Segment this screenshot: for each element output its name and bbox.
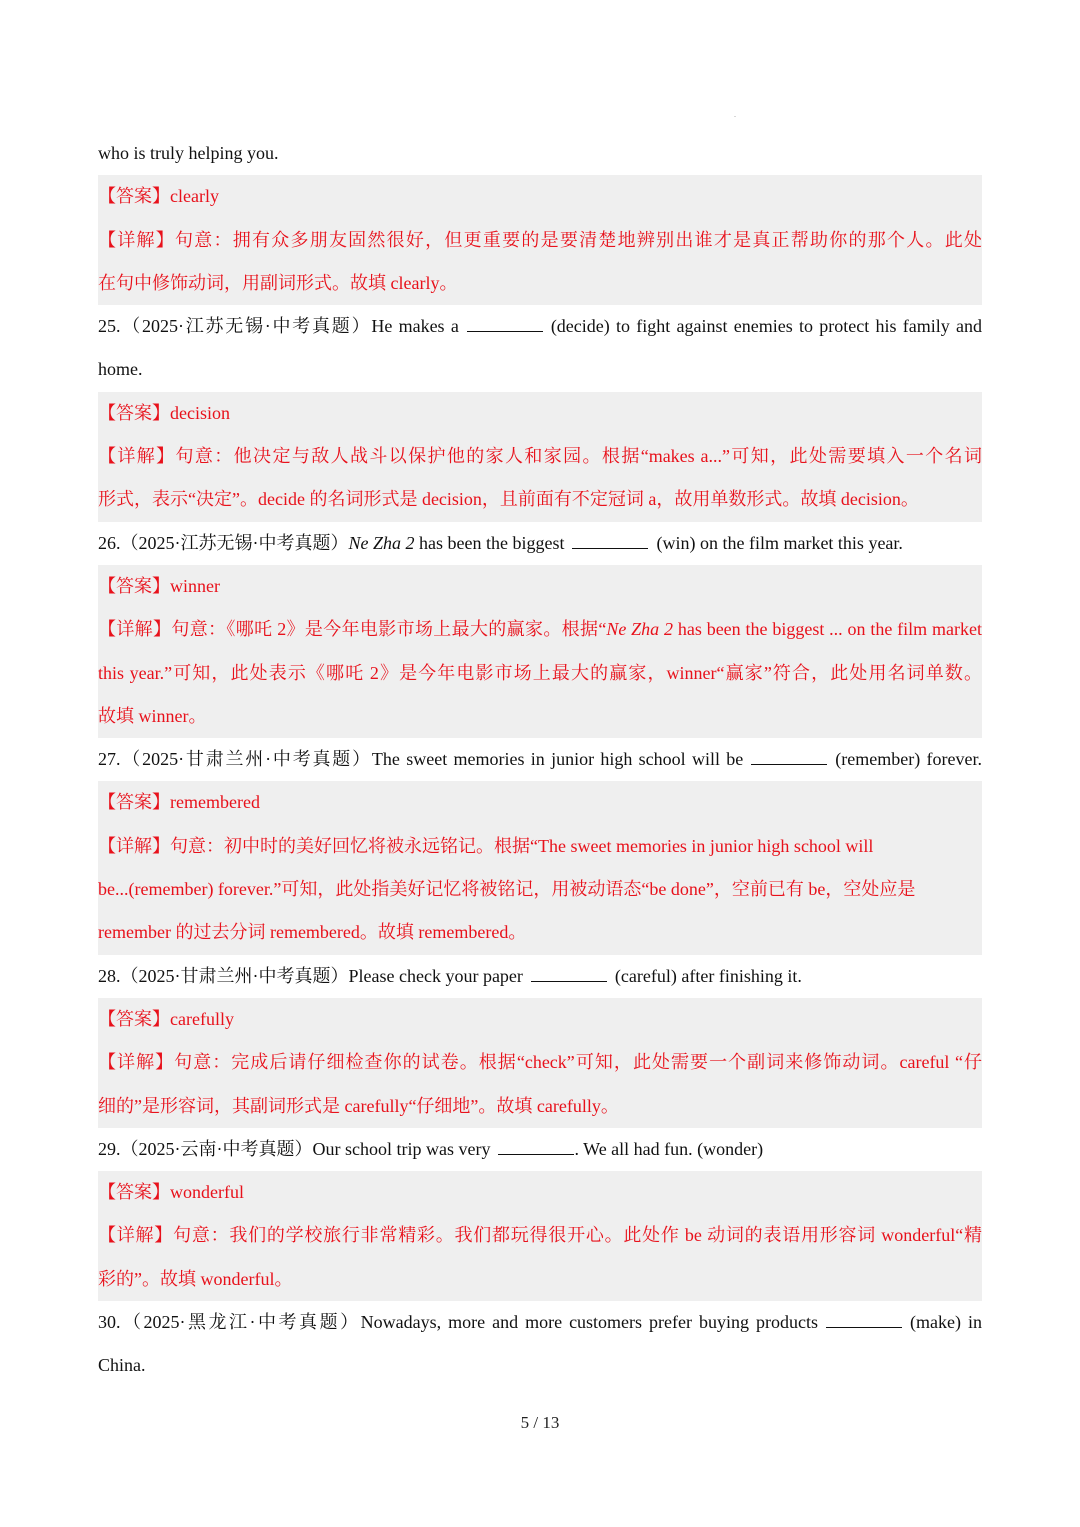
question-text: (decide) to fight against enemies to protect his family and: [550, 316, 982, 337]
answer-block-25: [98, 392, 982, 522]
detail-text: 句意：《哪吒 2》是今年电影市场上最大的赢家。根据“: [171, 619, 607, 640]
detail-tag: 【详解】: [98, 1052, 175, 1073]
answer-value: wonderful: [170, 1182, 244, 1203]
document-page: [98, 132, 982, 1388]
question-text: Our school trip was very: [312, 1138, 491, 1159]
intro-line: who is truly helping you.: [98, 143, 279, 163]
detail-line: this year.”可知，此处表示《哪吒 2》是今年电影市场上最大的赢家，winner“赢家”符合，此处用名词单数。: [98, 662, 982, 683]
film-title: Ne Zha 2: [606, 619, 674, 640]
detail-line: [98, 1214, 982, 1257]
detail-line: [98, 219, 982, 262]
answer-line: [98, 565, 982, 608]
detail-line: [98, 825, 982, 868]
detail-line: [98, 435, 982, 478]
question-source: （2025·江苏无锡·中考真题）: [120, 316, 372, 337]
question-29: [98, 1128, 982, 1171]
question-line: home.: [98, 359, 143, 380]
question-30: [98, 1301, 982, 1388]
question-text: (remember) forever.: [835, 749, 982, 770]
detail-tag: 【详解】: [98, 835, 170, 856]
detail-text: 句意：初中时的美好回忆将被永远铭记。根据“The sweet memories in junior high school will: [170, 835, 874, 856]
question-source: （2025·黑龙江·中考真题）: [120, 1312, 361, 1333]
detail-tag: 【详解】: [98, 619, 172, 640]
answer-line: [98, 392, 982, 435]
detail-tag: 【详解】: [98, 1225, 174, 1246]
question-line: [98, 738, 982, 781]
answer-block-24: [98, 175, 982, 305]
question-line: [98, 1301, 982, 1344]
question-number: 30.: [98, 1312, 121, 1333]
detail-line: remember 的过去分词 remembered。故填 remembered。: [98, 922, 527, 943]
question-line: [98, 955, 982, 998]
question-source: （2025·云南·中考真题）: [120, 1138, 313, 1159]
answer-block-27: [98, 781, 982, 954]
detail-text: 句意：我们的学校旅行非常精彩。我们都玩得很开心。此处作 be 动词的表语用形容词 wonderful“精: [173, 1225, 982, 1246]
question-text: He makes a: [371, 316, 459, 337]
question-26: [98, 522, 982, 565]
detail-tag: 【详解】: [98, 446, 176, 467]
question-source: （2025·江苏无锡·中考真题）: [120, 532, 349, 553]
answer-value: remembered: [170, 792, 260, 813]
question-text: Please check your paper: [348, 965, 523, 986]
detail-text: 句意：完成后请仔细检查你的试卷。根据“check”可知，此处需要一个副词来修饰动词。careful “仔: [174, 1052, 982, 1073]
question-text: Nowadays, more and more customers prefer buying products: [360, 1312, 819, 1333]
detail-text: 句意：拥有众多朋友固然很好，但更重要的是要清楚地辨别出谁才是真正帮助你的那个人。此处: [174, 229, 982, 250]
top-mark: .: [734, 110, 736, 119]
question-line: China.: [98, 1355, 146, 1376]
question-27: [98, 738, 982, 781]
detail-line: [98, 1041, 982, 1084]
question-number: 28.: [98, 965, 121, 986]
detail-text: has been the biggest ... on the film market: [673, 619, 982, 640]
question-text: (make) in: [910, 1312, 982, 1333]
detail-line: 形式，表示“决定”。decide 的名词形式是 decision，且前面有不定冠词 a，故用单数形式。故填 decision。: [98, 489, 919, 510]
fill-blank[interactable]: [498, 1138, 574, 1155]
answer-tag: 【答案】: [98, 402, 170, 423]
page-number: 5 / 13: [520, 1413, 560, 1432]
question-text: . We all had fun. (wonder): [574, 1138, 764, 1159]
answer-value: carefully: [170, 1008, 234, 1029]
question-text: (careful) after finishing it.: [614, 965, 802, 986]
answer-block-26: [98, 565, 982, 738]
answer-line: [98, 1171, 982, 1214]
fill-blank[interactable]: [751, 748, 827, 765]
detail-tag: 【详解】: [98, 229, 175, 250]
question-line: [98, 522, 982, 565]
answer-tag: 【答案】: [98, 1182, 170, 1203]
answer-tag: 【答案】: [98, 1008, 170, 1029]
answer-value: decision: [170, 402, 230, 423]
fill-blank[interactable]: [531, 965, 607, 982]
question-source: （2025·甘肃兰州·中考真题）: [120, 749, 372, 770]
answer-block-28: [98, 998, 982, 1128]
detail-text: 句意：他决定与敌人战斗以保护他的家人和家园。根据“makes a...”可知，此处需要填入一个名词: [175, 446, 982, 467]
question-number: 26.: [98, 532, 121, 553]
answer-line: [98, 175, 982, 218]
answer-tag: 【答案】: [98, 792, 170, 813]
question-number: 25.: [98, 316, 121, 337]
question-line: [98, 305, 982, 348]
question-25: [98, 305, 982, 392]
answer-line: [98, 998, 982, 1041]
fill-blank[interactable]: [826, 1311, 902, 1328]
question-line: [98, 1128, 982, 1171]
question-text: has been the biggest: [414, 532, 565, 553]
question-text: (win) on the film market this year.: [656, 532, 903, 553]
detail-line: 细的”是形容词，其副词形式是 carefully“仔细地”。故填 carefully。: [98, 1095, 619, 1116]
answer-tag: 【答案】: [98, 575, 170, 596]
question-text: The sweet memories in junior high school will be: [371, 749, 744, 770]
question-28: [98, 955, 982, 998]
fill-blank[interactable]: [572, 532, 648, 549]
question-number: 29.: [98, 1138, 121, 1159]
detail-line: 彩的”。故填 wonderful。: [98, 1268, 293, 1289]
answer-value: winner: [170, 575, 220, 596]
question-number: 27.: [98, 749, 121, 770]
answer-value: clearly: [170, 186, 219, 207]
detail-line: 故填 winner。: [98, 705, 207, 726]
detail-line: [98, 608, 982, 651]
answer-block-29: [98, 1171, 982, 1301]
question-source: （2025·甘肃兰州·中考真题）: [120, 965, 349, 986]
fill-blank[interactable]: [467, 315, 543, 332]
film-title: Ne Zha 2: [348, 532, 415, 553]
answer-tag: 【答案】: [98, 186, 170, 207]
answer-line: [98, 781, 982, 824]
detail-line: be...(remember) forever.”可知，此处指美好记忆将被铭记，用被动语态“be done”，空前已有 be，空处应是: [98, 879, 916, 900]
detail-line: 在句中修饰动词，用副词形式。故填 clearly。: [98, 272, 458, 293]
